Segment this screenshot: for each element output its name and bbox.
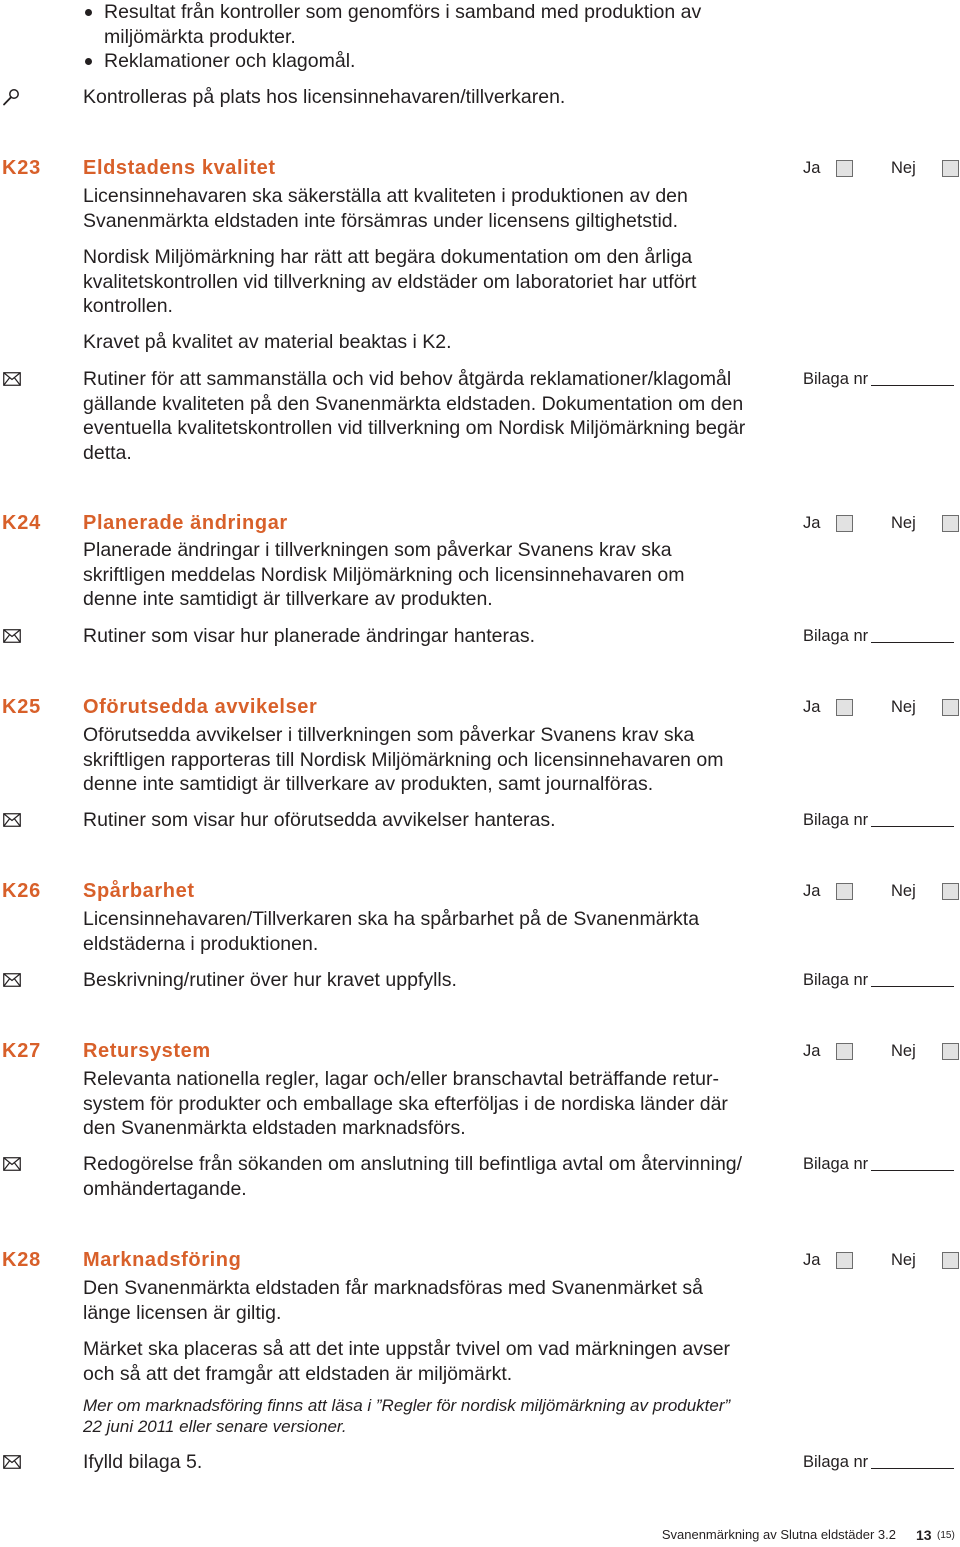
text-line: Relevanta nationella regler, lagar och/eller branschavtal beträffande retur-	[83, 1068, 719, 1090]
no-label: Nej	[891, 159, 916, 177]
yes-checkbox[interactable]	[836, 883, 853, 900]
attachment-number-field[interactable]	[871, 1170, 954, 1171]
documentation-text	[83, 1450, 202, 1475]
requirement-title: Marknadsföring	[83, 1249, 242, 1271]
requirement-id: K24	[2, 512, 42, 534]
bullet-item	[104, 0, 701, 49]
text-line: Beskrivning/rutiner över hur kravet uppfylls.	[83, 969, 457, 991]
text-line: skriftligen meddelas Nordisk Miljömärkning och licensinnehavaren om	[83, 563, 685, 586]
documentation-text	[83, 968, 457, 993]
requirement-title: Oförutsedda avvikelser	[83, 696, 318, 718]
text-line: Licensinnehavaren ska säkerställa att kvaliteten i produktionen av den	[83, 185, 688, 207]
text-line: Reklamationer och klagomål.	[104, 50, 356, 72]
requirement-title: Eldstadens kvalitet	[83, 157, 276, 179]
no-label: Nej	[891, 1251, 916, 1269]
documentation-text	[83, 808, 556, 833]
attachment-number-field[interactable]	[871, 642, 954, 643]
documentation-text	[83, 624, 535, 649]
no-checkbox[interactable]	[942, 1252, 959, 1269]
no-checkbox[interactable]	[942, 1043, 959, 1060]
attachment-label: Bilaga nr	[803, 811, 869, 829]
attachment-label: Bilaga nr	[803, 370, 869, 388]
text-line: Kravet på kvalitet av material beaktas i K2.	[83, 331, 452, 353]
yes-checkbox[interactable]	[836, 699, 853, 716]
text-line: Nordisk Miljömärkning har rätt att begära dokumentation om den årliga	[83, 246, 693, 268]
bullet-icon	[85, 9, 92, 16]
inspection-note	[83, 85, 565, 110]
no-checkbox[interactable]	[942, 883, 959, 900]
reference-note	[83, 1395, 730, 1437]
text-line: Oförutsedda avvikelser i tillverkningen som påverkar Svanens krav ska	[83, 724, 695, 746]
attachment-label: Bilaga nr	[803, 1155, 869, 1173]
requirement-title: Retursystem	[83, 1040, 211, 1062]
text-line: 22 juni 2011 eller senare versioner.	[83, 1417, 347, 1436]
no-label: Nej	[891, 882, 916, 900]
requirement-header-k28	[0, 1248, 960, 1273]
yes-checkbox[interactable]	[836, 515, 853, 532]
no-checkbox[interactable]	[942, 699, 959, 716]
text-line: skriftligen rapporteras till Nordisk Miljömärkning och licensinnehavaren om	[83, 748, 724, 771]
envelope-icon	[3, 1157, 21, 1171]
text-line: Mer om marknadsföring finns att läsa i ”Regler för nordisk miljömärkning av produkter”	[83, 1396, 731, 1415]
requirement-id: K23	[2, 157, 42, 179]
requirement-paragraph	[83, 538, 685, 612]
requirement-paragraph	[83, 245, 696, 319]
text-line: Rutiner som visar hur oförutsedda avvikelser hanteras.	[83, 809, 556, 831]
requirement-paragraph	[83, 1276, 703, 1325]
text-line: Den Svanenmärkta eldstaden får marknadsföras med Svanenmärket så	[83, 1277, 703, 1299]
text-line: eldstäderna i produktionen.	[83, 932, 319, 955]
text-line: Rutiner för att sammanställa och vid behov åtgärda reklamationer/klagomål	[83, 368, 732, 390]
yes-label: Ja	[803, 698, 821, 716]
footer-page-total: (15)	[937, 1530, 955, 1541]
text-line: denne inte samtidigt är tillverkare av produkten.	[83, 588, 493, 610]
yes-checkbox[interactable]	[836, 160, 853, 177]
text-line: Licensinnehavaren/Tillverkaren ska ha spårbarhet på de Svanenmärkta	[83, 908, 700, 930]
text-line: denne inte samtidigt är tillverkare av produkten, samt journalföras.	[83, 773, 654, 795]
text-line: eventuella kvalitetskontrollen vid tillverkning om Nordisk Miljömärkning begär	[83, 417, 746, 439]
no-label: Nej	[891, 514, 916, 532]
text-line: omhändertagande.	[83, 1177, 247, 1200]
text-line: gällande kvaliteten på den Svanenmärkta eldstaden. Dokumentation om den	[83, 392, 744, 415]
text-line: Märket ska placeras så att det inte uppstår tvivel om vad märkningen avser	[83, 1338, 731, 1360]
text-line: och så att det framgår att eldstaden är miljömärkt.	[83, 1362, 513, 1385]
text-line: Rutiner som visar hur planerade ändringar hanteras.	[83, 625, 535, 647]
requirement-header-k26	[0, 879, 960, 904]
envelope-icon	[3, 1455, 21, 1469]
attachment-label: Bilaga nr	[803, 1453, 869, 1471]
attachment-number-field[interactable]	[871, 986, 954, 987]
requirement-paragraph	[83, 723, 724, 797]
requirement-header-k27	[0, 1039, 960, 1064]
requirement-title: Spårbarhet	[83, 880, 195, 902]
envelope-icon	[3, 813, 21, 827]
text-line: miljömärkta produkter.	[104, 25, 296, 48]
footer-page-number: 13	[916, 1527, 932, 1543]
yes-checkbox[interactable]	[836, 1252, 853, 1269]
no-label: Nej	[891, 698, 916, 716]
no-checkbox[interactable]	[942, 515, 959, 532]
attachment-number-field[interactable]	[871, 1468, 954, 1469]
attachment-number-field[interactable]	[871, 826, 954, 827]
no-checkbox[interactable]	[942, 160, 959, 177]
text-line: Kontrolleras på plats hos licensinnehavaren/tillverkaren.	[83, 86, 566, 108]
text-line: Redogörelse från sökanden om anslutning till befintliga avtal om återvinning/	[83, 1153, 743, 1175]
requirement-paragraph	[83, 1337, 730, 1386]
envelope-icon	[3, 629, 21, 643]
envelope-icon	[3, 372, 21, 386]
text-line: den Svanenmärkta eldstaden marknadsförs.	[83, 1117, 466, 1139]
text-line: Resultat från kontroller som genomförs i samband med produktion av	[104, 1, 702, 23]
documentation-text	[83, 1152, 742, 1201]
requirement-header-k25	[0, 695, 960, 720]
requirement-header-k23	[0, 156, 960, 181]
requirement-title: Planerade ändringar	[83, 512, 288, 534]
requirement-paragraph	[83, 330, 452, 355]
magnifier-icon	[2, 88, 20, 106]
text-line: Ifylld bilaga 5.	[83, 1451, 203, 1473]
requirement-paragraph	[83, 907, 699, 956]
text-line: kontrollen.	[83, 295, 173, 317]
requirement-paragraph	[83, 184, 688, 233]
yes-label: Ja	[803, 159, 821, 177]
envelope-icon	[3, 973, 21, 987]
text-line: Svanenmärkta eldstaden inte försämras under licensens giltighetstid.	[83, 209, 679, 232]
bullet-icon	[85, 58, 92, 65]
yes-label: Ja	[803, 882, 821, 900]
text-line: kvalitetskontrollen vid tillverkning av eldstäder om laboratoriet har utfört	[83, 270, 697, 293]
yes-checkbox[interactable]	[836, 1043, 853, 1060]
documentation-text	[83, 367, 745, 465]
yes-label: Ja	[803, 1251, 821, 1269]
requirement-id: K25	[2, 696, 42, 718]
text-line: detta.	[83, 441, 132, 464]
no-label: Nej	[891, 1042, 916, 1060]
requirement-header-k24	[0, 511, 960, 536]
yes-label: Ja	[803, 514, 821, 532]
text-line: system för produkter och emballage ska efterföljas i de nordiska länder där	[83, 1092, 728, 1115]
text-line: länge licensen är giltig.	[83, 1301, 282, 1324]
attachment-label: Bilaga nr	[803, 971, 869, 989]
footer-document-title: Svanenmärkning av Slutna eldstäder 3.2	[661, 1527, 896, 1542]
requirement-id: K26	[2, 880, 42, 902]
requirement-id: K28	[2, 1249, 42, 1271]
requirement-paragraph	[83, 1067, 728, 1141]
bullet-item	[104, 49, 355, 74]
attachment-label: Bilaga nr	[803, 627, 869, 645]
requirement-id: K27	[2, 1040, 42, 1062]
attachment-number-field[interactable]	[871, 385, 954, 386]
text-line: Planerade ändringar i tillverkningen som påverkar Svanens krav ska	[83, 539, 672, 561]
yes-label: Ja	[803, 1042, 821, 1060]
